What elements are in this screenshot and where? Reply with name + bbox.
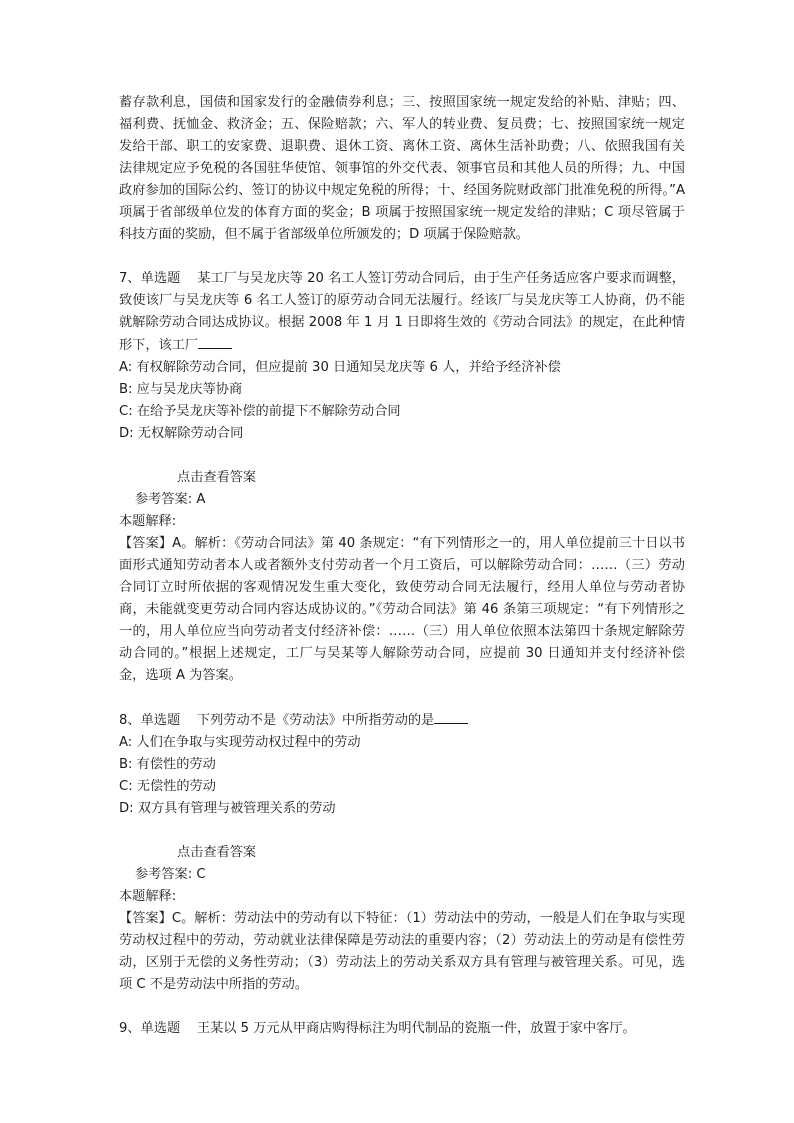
option-c: C: 无偿性的劳动: [119, 779, 216, 794]
reference-answer: 参考答案: C: [135, 867, 206, 882]
explanation-text: 【答案】A。解析：《劳动合同法》第 40 条规定：“有下列情形之一的，用人单位提前三十日以书面形式通知劳动者本人或者额外支付劳动者一个月工资后，可以解除劳动合同：……（三）劳动合同订立时所依据的客观情况发生重大变化，致使劳动合同无法履行，经用人单位与劳动者协商，未能就变更劳动合同内容达成协议的。”《劳动合同法》第 46 条第三项规定：“有下列情形之一的，用人单位应当向劳动者支付经济补偿：……（三）用人单位依照本法第四十条规定解除劳动合同的。”根据上述规定，工厂与吴某等人解除劳动合同，应提前 30 日通知并支付经济补偿金，选项 A 为答案。: [119, 536, 685, 683]
show-answer-link[interactable]: 点击查看答案: [177, 470, 257, 485]
question-number: 9、单选题: [119, 1021, 181, 1036]
question-7: [119, 268, 685, 687]
option-b: B: 应与吴龙庆等协商: [119, 382, 243, 397]
answer-blank: [434, 709, 468, 724]
question-stem: [119, 1018, 685, 1040]
option-b: B: 有偿性的劳动: [119, 757, 216, 772]
reference-answer: 参考答案: A: [135, 492, 206, 507]
explanation-label: 本题解释:: [119, 889, 177, 904]
option-a: A: 人们在争取与实现劳动权过程中的劳动: [119, 735, 361, 750]
option-d: D: 无权解除劳动合同: [119, 426, 244, 441]
question-text: 下列劳动不是《劳动法》中所指劳动的是: [196, 713, 435, 728]
question-stem: [119, 268, 685, 357]
show-answer-link[interactable]: 点击查看答案: [177, 845, 257, 860]
option-a: A: 有权解除劳动合同，但应提前 30 日通知吴龙庆等 6 人，并给予经济补偿: [119, 360, 561, 375]
explanation-text: 【答案】C。解析：劳动法中的劳动有以下特征：（1）劳动法中的劳动，一般是人们在争取与实现劳动权过程中的劳动，劳动就业法律保障是劳动法的重要内容；（2）劳动法上的劳动是有偿性劳动，区别于无偿的义务性劳动；（3）劳动法上的劳动关系双方具有管理与被管理关系。可见，选项 C 不是劳动法中所指的劳动。: [119, 911, 685, 992]
question-number: 8、单选题: [119, 713, 181, 728]
question-8: [119, 709, 685, 996]
question-9: [119, 1018, 685, 1040]
previous-explanation-text: 蓄存款利息，国债和国家发行的金融债券利息；三、按照国家统一规定发给的补贴、津贴；四、福利费、抚恤金、救济金；五、保险赔款；六、军人的转业费、复员费；七、按照国家统一规定发给干部、职工的安家费、退职费、退休工资、离休工资、离休生活补助费；八、依照我国有关法律规定应予免税的各国驻华使馆、领事馆的外交代表、领事官员和其他人员的所得；九、中国政府参加的国际公约、签订的协议中规定免税的所得；十、经国务院财政部门批准免税的所得。”A 项属于省部级单位发的体育方面的奖金；B 项属于按照国家统一规定发给的津贴；C 项尽管属于科技方面的奖励，但不属于省部级单位所颁发的；D 项属于保险赔款。: [119, 95, 685, 242]
question-stem: [119, 709, 685, 732]
explanation-label: 本题解释:: [119, 514, 177, 529]
document-page: [119, 92, 685, 1040]
option-d: D: 双方具有管理与被管理关系的劳动: [119, 801, 336, 816]
question-number: 7、单选题: [119, 271, 181, 286]
question-text: 某工厂与吴龙庆等 20 名工人签订劳动合同后，由于生产任务适应客户要求而调整，致使该厂与吴龙庆等 6 名工人签订的原劳动合同无法履行。经该厂与吴龙庆等工人协商，仍不能就解除劳动合同达成协议。根据 2008 年 1 月 1 日即将生效的《劳动合同法》的规定，在此种情形下，该工厂: [119, 271, 685, 353]
question-text: 王某以 5 万元从甲商店购得标注为明代制品的瓷瓶一件，放置于家中客厅。: [196, 1021, 636, 1036]
option-c: C: 在给予吴龙庆等补偿的前提下不解除劳动合同: [119, 404, 401, 419]
answer-blank: [198, 334, 232, 349]
